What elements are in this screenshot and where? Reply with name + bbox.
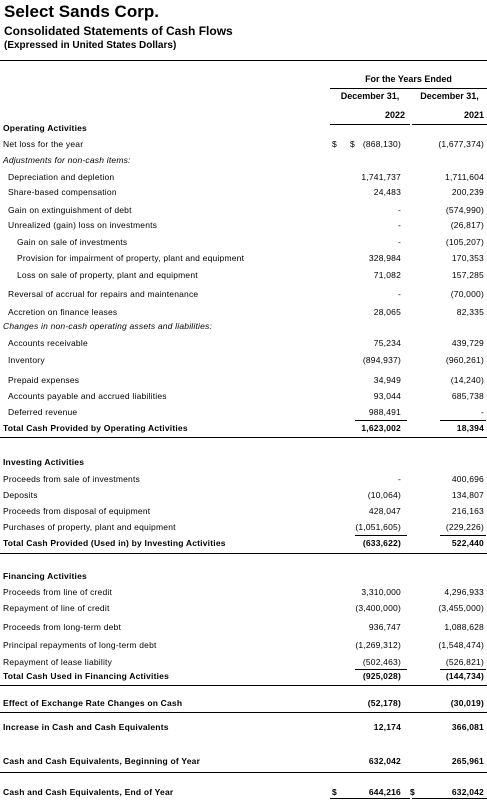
- col-2021-line1: December 31,: [420, 91, 479, 101]
- table-row: Proceeds from sale of investments - 400,696: [3, 474, 484, 484]
- section-heading-investing: Investing Activities: [3, 457, 85, 467]
- double-rule: [330, 798, 410, 799]
- col-2021-line2: 2021: [463, 110, 484, 120]
- table-row: Unrealized (gain) loss on investments - (26,817): [8, 220, 484, 230]
- col-2022-line2: 2022: [384, 110, 405, 120]
- total-row-investing: Total Cash Provided (Used in) by Investing Activities (633,622) 522,440: [3, 538, 484, 548]
- column-group-label: For the Years Ended: [365, 74, 452, 84]
- table-row: Reversal of accrual for repairs and maintenance - (70,000): [8, 289, 484, 299]
- section-heading-operating: Operating Activities: [3, 123, 87, 133]
- section-heading-financing: Financing Activities: [3, 571, 87, 581]
- table-row: Accounts receivable 75,234 439,729: [8, 338, 484, 348]
- total-row-ending: Cash and Cash Equivalents, End of Year $ 644,216 $ 632,042: [3, 787, 484, 797]
- total-row-exchange: Effect of Exchange Rate Changes on Cash (52,178) (30,019): [3, 698, 484, 708]
- table-row: Accounts payable and accrued liabilities 93,044 685,738: [8, 391, 484, 401]
- currency-note: (Expressed in United States Dollars): [4, 40, 177, 51]
- total-row-beginning: Cash and Cash Equivalents, Beginning of Year 632,042 265,961: [3, 756, 484, 766]
- table-row: Share-based compensation 24,483 200,239: [8, 187, 484, 197]
- double-rule: [412, 798, 487, 799]
- table-row: Net loss for the year $ (868,130) $ (1,677,374): [3, 139, 484, 149]
- col-2022-line1: December 31,: [340, 91, 400, 101]
- table-row: Gain on extinguishment of debt - (574,990): [8, 205, 484, 215]
- table-row: Proceeds from line of credit 3,310,000 4,296,933: [3, 587, 484, 597]
- section-divider: [0, 772, 487, 773]
- subheading-changes: Changes in non-cash operating assets and liabilities:: [3, 321, 213, 331]
- table-row: Proceeds from long-term debt 936,747 1,088,628: [3, 622, 484, 632]
- section-divider: [0, 712, 487, 713]
- table-row: Depreciation and depletion 1,741,737 1,711,604: [8, 172, 484, 182]
- table-row: Loss on sale of property, plant and equipment 71,082 157,285: [17, 270, 484, 280]
- table-row: Gain on sale of investments - (105,207): [17, 237, 484, 247]
- column-group-rule: [330, 88, 487, 89]
- company-name: Select Sands Corp.: [4, 2, 159, 21]
- table-row: Accretion on finance leases 28,065 82,335: [8, 307, 484, 317]
- section-divider: [0, 437, 487, 438]
- subheading-adjustments: Adjustments for non-cash items:: [3, 155, 131, 165]
- section-divider: [0, 685, 487, 686]
- total-row-increase: Increase in Cash and Cash Equivalents 12,174 366,081: [3, 722, 484, 732]
- table-row: Deferred revenue 988,491 -: [8, 407, 484, 417]
- table-row: Provision for impairment of property, plant and equipment 328,984 170,353: [17, 253, 484, 263]
- statement-title: Consolidated Statements of Cash Flows: [4, 24, 233, 38]
- table-row: Proceeds from disposal of equipment 428,047 216,163: [3, 506, 484, 516]
- table-row: Repayment of line of credit (3,400,000) (3,455,000): [3, 603, 484, 613]
- table-row: Deposits (10,064) 134,807: [3, 490, 484, 500]
- table-row: Principal repayments of long-term debt (1,269,312) (1,548,474): [3, 640, 484, 650]
- section-divider: [0, 553, 487, 554]
- table-row: Repayment of lease liability (502,463) (526,821): [3, 657, 484, 667]
- table-row: Purchases of property, plant and equipment (1,051,605) (229,226): [3, 522, 484, 532]
- table-row: Inventory (894,937) (960,261): [8, 355, 484, 365]
- table-row: Prepaid expenses 34,949 (14,240): [8, 375, 484, 385]
- total-row-financing: Total Cash Used in Financing Activities (925,028) (144,734): [3, 671, 484, 681]
- total-row-operating: Total Cash Provided by Operating Activities 1,623,002 18,394: [3, 423, 484, 433]
- title-divider: [0, 60, 487, 61]
